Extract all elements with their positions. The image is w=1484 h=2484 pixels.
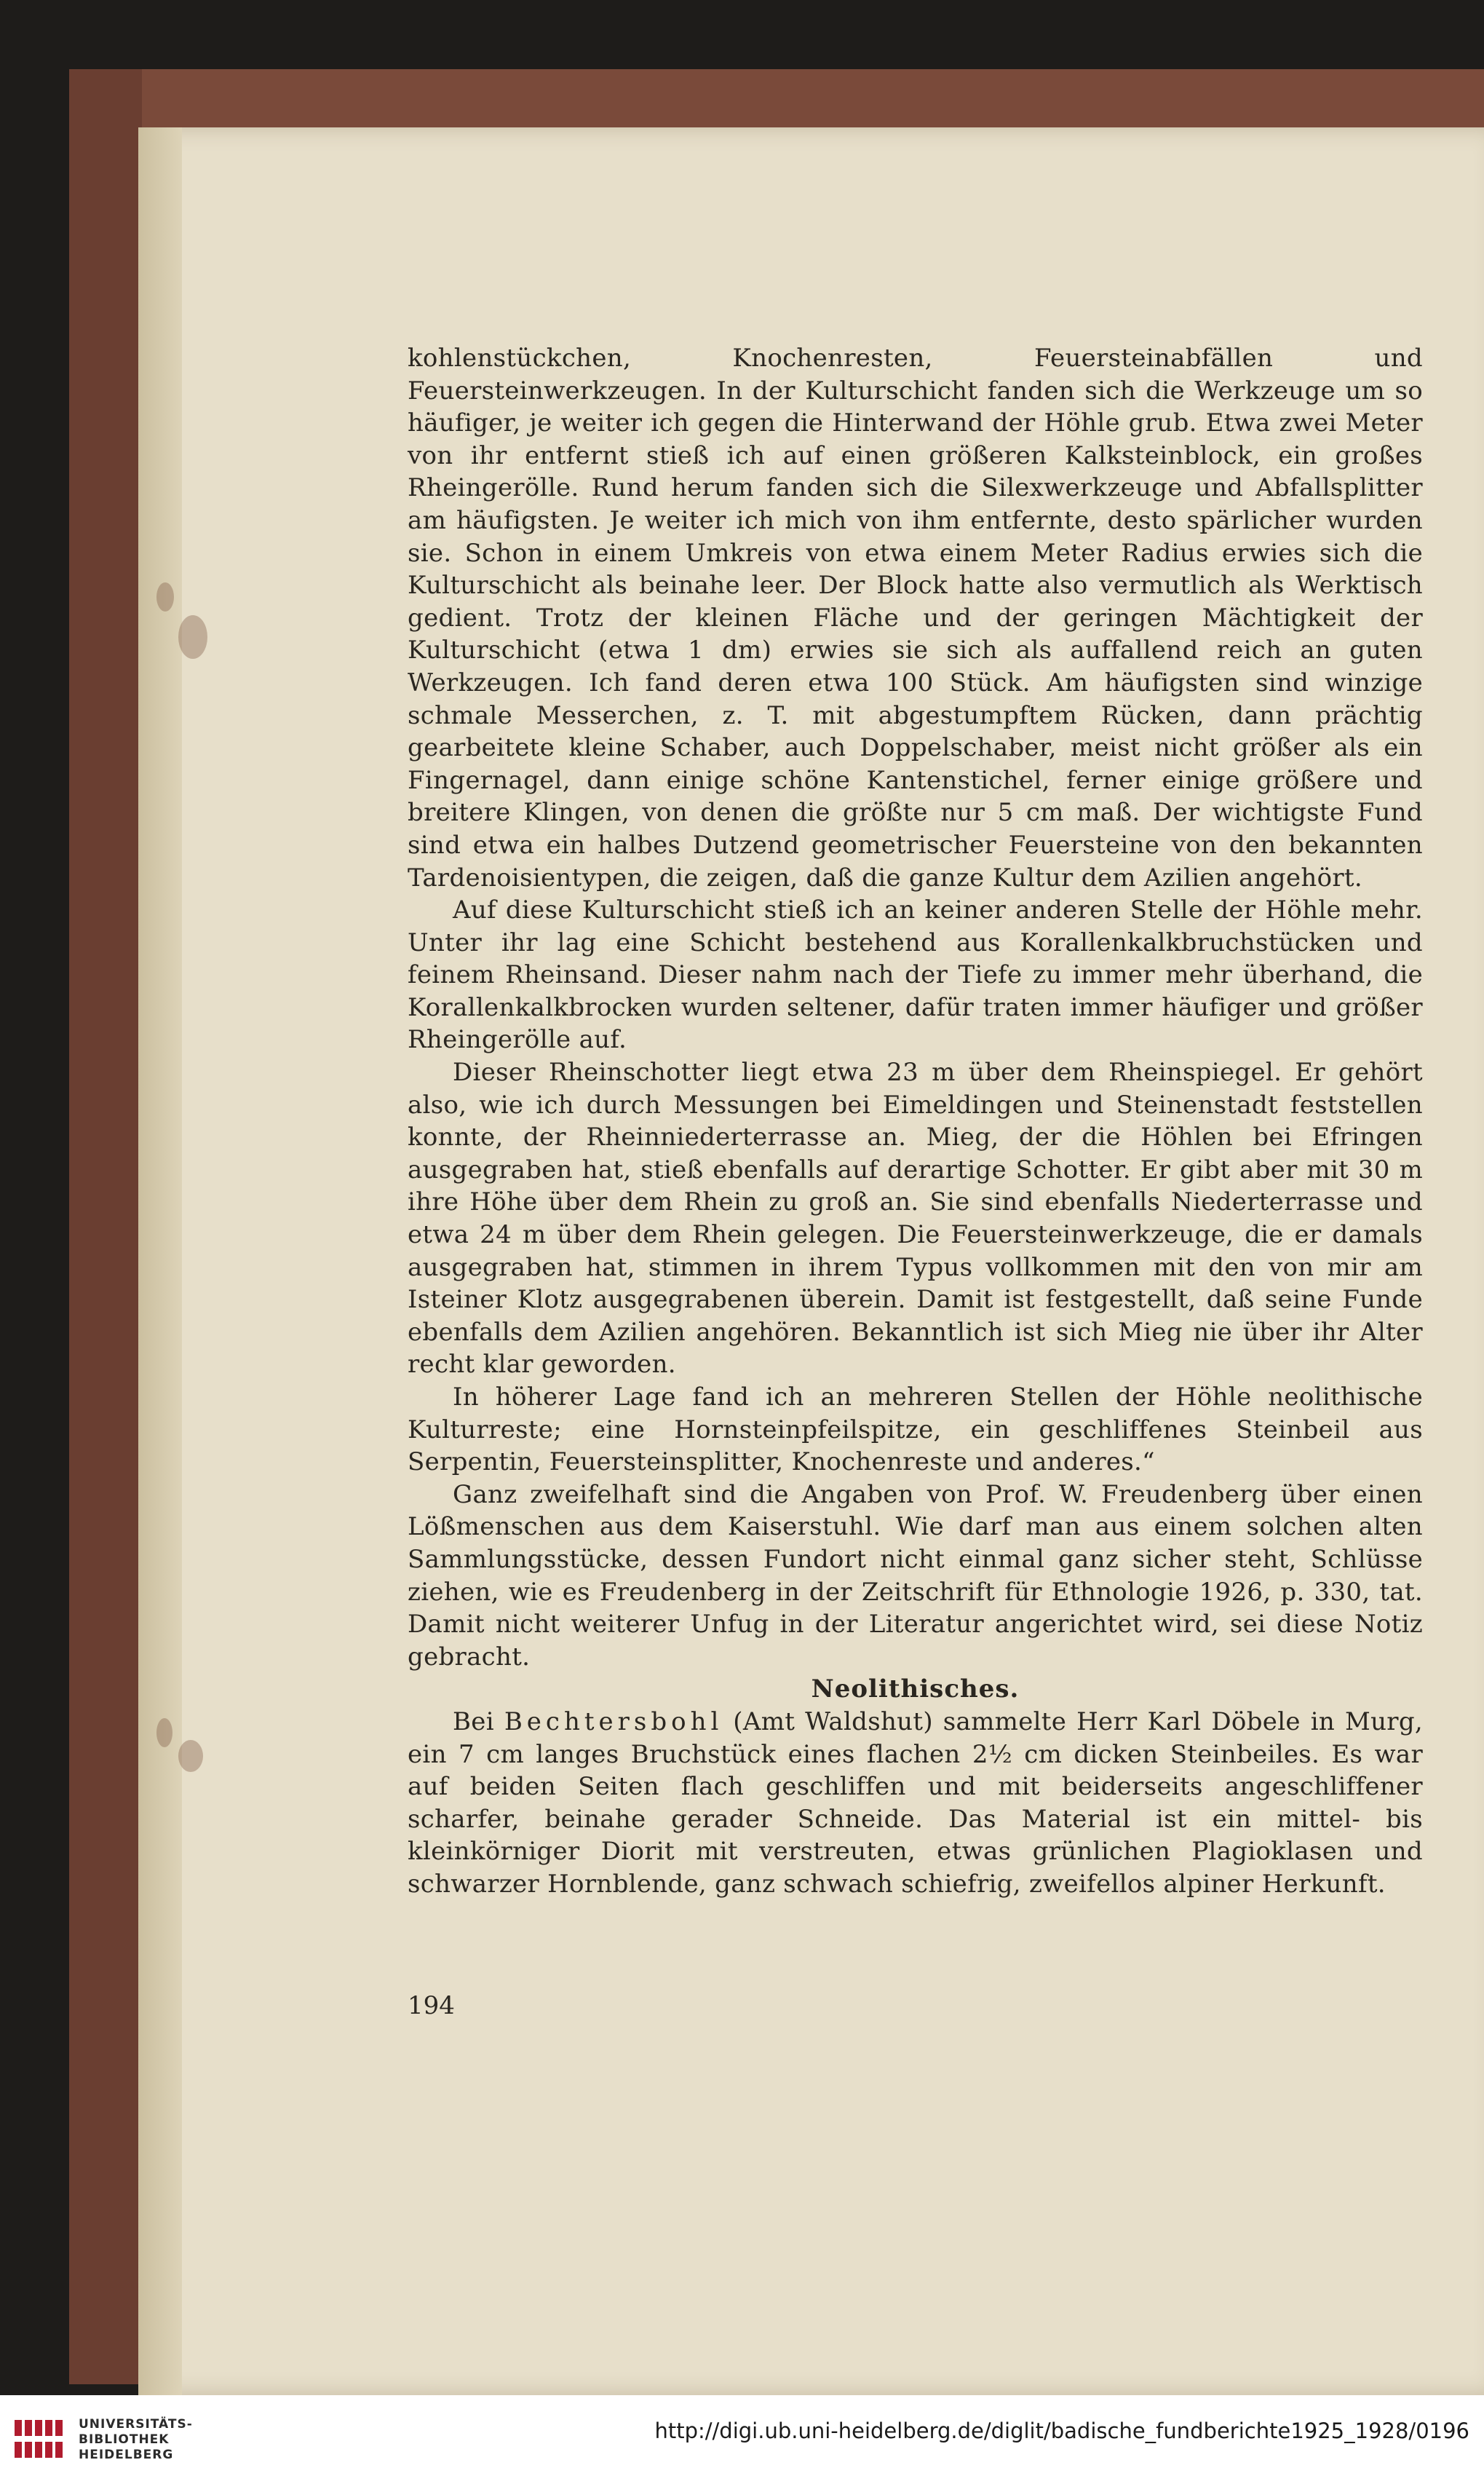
paragraph: Auf diese Kulturschicht stieß ich an keiner anderen Stelle der Höhle mehr. Unter ihr lag eine Schicht bestehend aus Korallenkalkbruchstücken und feinem Rheinsand. Dieser nahm nach der Tiefe zu immer mehr überhand, die Korallenkalkbrocken wurden seltener, dafür traten immer häufiger und größer Rheingerölle auf. bbox=[408, 895, 1423, 1055]
paragraph: Dieser Rheinschotter liegt etwa 23 m über dem Rheinspiegel. Er gehört also, wie ich durch Messungen bei Eimeldingen und Steinenstadt feststellen konnte, der Rheinniederterrasse an. Mieg, der die Höhlen bei Efringen ausgegraben hat, stieß ebenfalls auf derartige Schotter. Er gibt aber mit 30 m ihre Höhe über dem Rhein zu groß an. Sie sind ebenfalls Niederterrasse und etwa 24 m über dem Rhein gelegen. Die Feuersteinwerkzeuge, die er damals ausgegraben hat, stimmen in ihrem Typus vollkommen mit den von mir am Isteiner Klotz ausgegrabenen überein. Damit ist festgestellt, daß seine Funde ebenfalls dem Azilien angehören. Bekanntlich ist sich Mieg nie über ihr Alter recht klar geworden. bbox=[408, 1058, 1423, 1380]
logo-line: HEIDELBERG bbox=[79, 2448, 174, 2462]
logo-line: UNIVERSITÄTS- bbox=[79, 2417, 193, 2432]
place-name: Bechtersbohl bbox=[504, 1706, 723, 1736]
university-library-logo-icon bbox=[13, 2416, 64, 2462]
paragraph-rest: (Amt Waldshut) sammelte Herr Karl Döbele in Murg, ein 7 cm langes Bruchstück eines flachen 2½ cm dicken Steinbeiles. Es war auf beiden Seiten flach geschliffen und mit beiderseits angeschliffener scharfer, beinahe gerader Schneide. Das Material ist ein mittel- bis kleinkörniger Diorit mit verstreuten, etwas grünlichen Plagioklasen und schwarzer Hornblende, ganz schwach schiefrig, zweifellos alpiner Herkunft. bbox=[408, 1706, 1424, 1899]
margin-stain bbox=[178, 615, 207, 659]
margin-stain bbox=[156, 1718, 172, 1747]
library-logo-text bbox=[79, 2417, 231, 2463]
book-cover-left bbox=[69, 69, 142, 2384]
paragraph: In höherer Lage fand ich an mehreren Stellen der Höhle neolithische Kulturreste; eine Hornsteinpfeilspitze, ein geschliffenes Steinbeil aus Serpentin, Feuersteinsplitter, Knochenreste und anderes.“ bbox=[408, 1383, 1423, 1477]
paragraph-lead: Bei bbox=[453, 1706, 494, 1736]
paragraph bbox=[408, 1706, 1423, 1901]
source-url-link[interactable]: http://digi.ub.uni-heidelberg.de/diglit/badische_fundberichte1925_1928/0196 bbox=[654, 2418, 1469, 2443]
paragraph: kohlenstückchen, Knochenresten, Feuersteinabfällen und Feuersteinwerkzeugen. In der Kulturschicht fanden sich die Werkzeuge um so häufiger, je weiter ich gegen die Hinterwand der Höhle grub. Etwa zwei Meter von ihr entfernt stieß ich auf einen größeren Kalksteinblock, ein großes Rheingerölle. Rund herum fanden sich die Silexwerkzeuge und Abfallsplitter am häufigsten. Je weiter ich mich von ihm entfernte, desto spärlicher wurden sie. Schon in einem Umkreis von etwa einem Meter Radius erwies sich die Kulturschicht als beinahe leer. Der Block hatte also vermutlich als Werktisch gedient. Trotz der kleinen Fläche und der geringen Mächtigkeit der Kulturschicht (etwa 1 dm) erwies sie sich als auffallend reich an guten Werkzeugen. Ich fand deren etwa 100 Stück. Am häufigsten sind winzige schmale Messerchen, z. T. mit abgestumpftem Rücken, dann prächtig gearbeitete kleine Schaber, auch Doppelschaber, meist nicht größer als ein Fingernagel, dann einige schöne Kantenstichel, ferner einige größere und breitere Klingen, von denen die größte nur 5 cm maß. Der wichtigste Fund sind etwa ein halbes Dutzend geometrischer Feuersteine von den bekannten Tardenoisientypen, die zeigen, daß die ganze Kultur dem Azilien angehört. bbox=[408, 344, 1423, 893]
logo-line: BIBLIOTHEK bbox=[79, 2432, 170, 2447]
margin-stain bbox=[156, 582, 174, 612]
page-gutter-shadow bbox=[138, 127, 182, 2395]
page-number: 194 bbox=[408, 1991, 455, 2020]
paragraph: Ganz zweifelhaft sind die Angaben von Prof. W. Freudenberg über einen Lößmenschen aus dem Kaiserstuhl. Wie darf man aus einem solchen alten Sammlungsstücke, dessen Fundort nicht einmal ganz sicher steht, Schlüsse ziehen, wie es Freudenberg in der Zeitschrift für Ethnologie 1926, p. 330, tat. Damit nicht weiterer Unfug in der Literatur angerichtet wird, sei diese Notiz gebracht. bbox=[408, 1479, 1423, 1672]
article-body bbox=[408, 342, 1423, 1901]
margin-stain bbox=[178, 1740, 203, 1772]
section-heading: Neolithisches. bbox=[811, 1674, 1020, 1704]
